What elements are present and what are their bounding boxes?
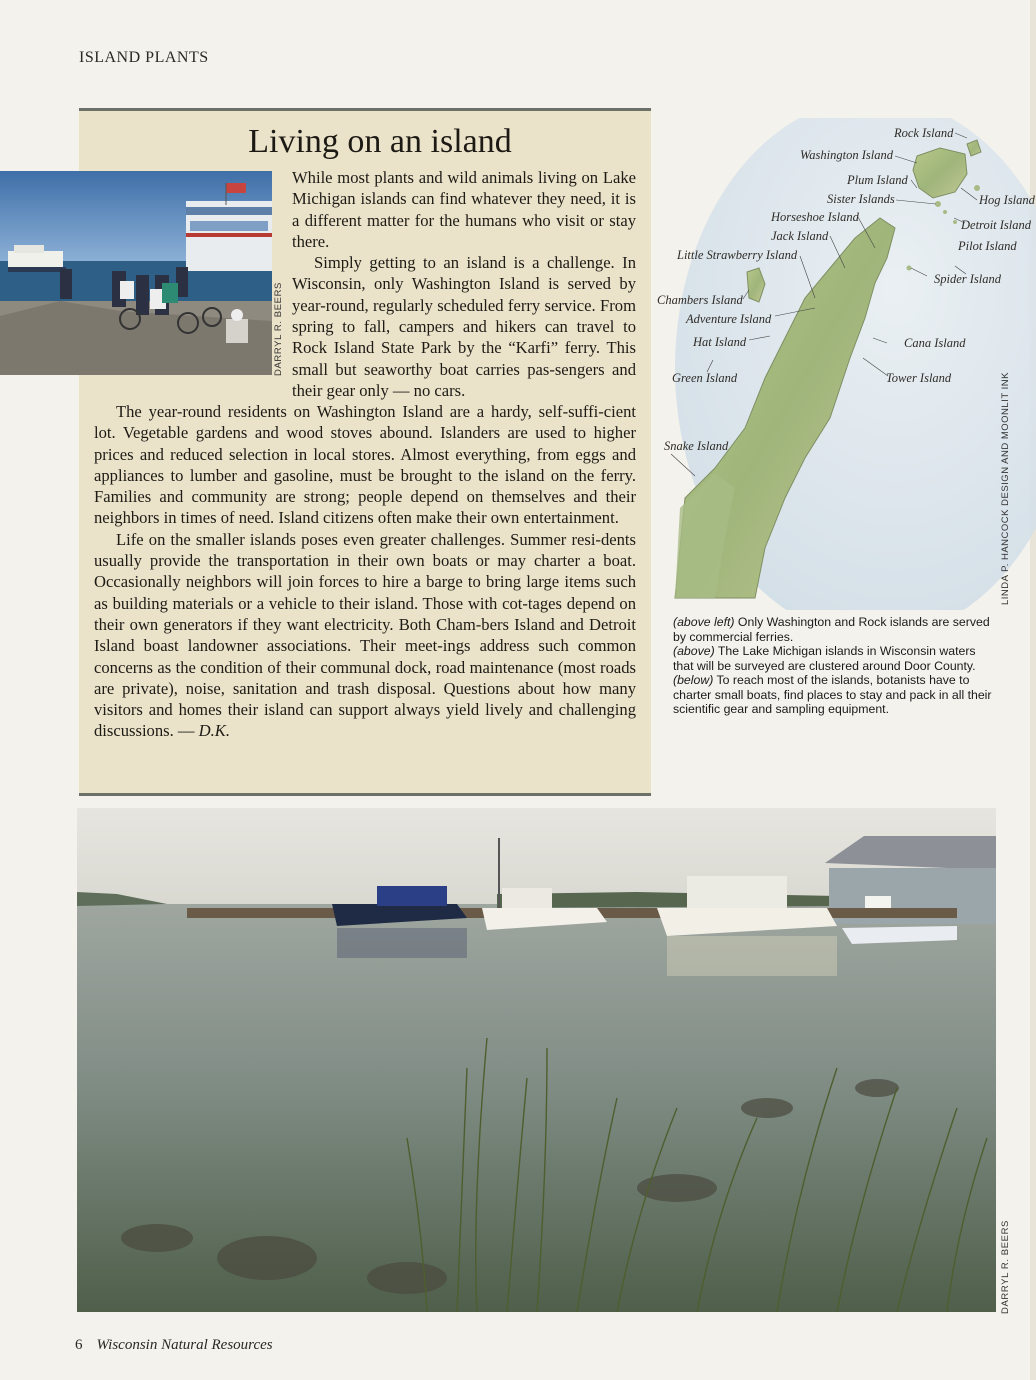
sidebar-title: Living on an island	[248, 123, 512, 160]
sidebar-paragraph-4-body: Life on the smaller islands poses even greater challenges. Summer resi-dents usually provide the transportation in their own boats or may charter a boat. Occasionally neighbors will join forces to hire a barge to bring large items such as building materials or a vehicle to their island. Those with cot-tages depend on their own generators if they want electricity. Both Cham-bers Island and Detroit Island boast landowner associations. Their meet-ings address such common concerns as the condition of their communal dock, road maintenance (most roads are private), noise, sanitation and trash disposal. Questions about how many visitors and homes their island can support always yield lively and challenging discussions. —	[94, 529, 636, 741]
ferry-photo	[0, 171, 272, 375]
marina-photo	[77, 808, 996, 1312]
caption-line-2	[673, 644, 995, 673]
map-credit	[998, 372, 1018, 605]
page-footer	[75, 1337, 273, 1354]
caption-lead-1: (above left)	[673, 615, 735, 629]
sidebar-paragraph-4	[94, 529, 636, 742]
map-label-sister-islands: Sister Islands	[827, 192, 895, 206]
map-label-washington-island: Washington Island	[800, 148, 893, 162]
map-label-chambers-island: Chambers Island	[657, 293, 743, 307]
caption-text-3: To reach most of the islands, botanists have to charter small boats, find places to stay and pack in all their scientific gear and sampling equipment.	[673, 673, 992, 716]
section-label: ISLAND PLANTS	[79, 49, 209, 66]
signature: D.K.	[198, 721, 231, 741]
page-number: 6	[75, 1337, 83, 1353]
map-label-adventure-island: Adventure Island	[686, 312, 772, 326]
marina-photo-credit-text: DARRYL R. BEERS	[1000, 1220, 1011, 1314]
caption-lead-3: (below)	[673, 673, 714, 687]
ferry-photo-credit-text: DARRYL R. BEERS	[273, 282, 284, 376]
caption-lead-2: (above)	[673, 644, 715, 658]
map-label-spider-island: Spider Island	[934, 272, 1002, 286]
map-label-plum-island: Plum Island	[847, 173, 908, 187]
photo-caption	[673, 615, 995, 717]
map-label-tower-island: Tower Island	[886, 371, 952, 385]
sidebar-paragraph-2: Simply getting to an island is a challenge. In Wisconsin, only Washington Island is served by year-round, regularly scheduled ferry service. From spring to fall, campers and hikers can travel to Rock Island State Park by the “Karfi” ferry. This small but seaworthy boat carries pas-sengers and their gear only — no cars.	[292, 253, 636, 400]
sidebar-paragraph-1: While most plants and wild animals living on Lake Michigan islands can find whatever they need, it is a different matter for the humans who visit or stay there.	[292, 168, 636, 251]
map-label-detroit-island: Detroit Island	[961, 218, 1032, 232]
map-label-cana-island: Cana Island	[904, 336, 966, 350]
sidebar-text-upper	[292, 167, 636, 401]
map-label-jack-island: Jack Island	[771, 229, 829, 243]
map-label-green-island: Green Island	[672, 371, 738, 385]
publication-name: Wisconsin Natural Resources	[96, 1337, 273, 1353]
marina-photo-credit	[998, 1220, 1018, 1314]
map-label-little-strawberry-island: Little Strawberry Island	[677, 248, 798, 262]
map-label-rock-island: Rock Island	[894, 126, 954, 140]
island-map	[655, 118, 1036, 610]
sidebar-paragraph-3: The year-round residents on Washington Island are a hardy, self-suffi-cient lot. Vegetable gardens and wood stoves abound. Islanders are used to higher prices and reduced selection in local stores. Almost everything, from eggs and appliances to lumber and gasoline, must be brought to the island on the ferry. Families and community are strong; people depend on themselves and their neighbors in times of need. Island citizens often make their own entertainment.	[94, 402, 636, 528]
caption-line-3	[673, 673, 995, 717]
sidebar-text-lower	[94, 401, 636, 742]
caption-text-1: Only Washington and Rock islands are served by commercial ferries.	[673, 615, 990, 644]
caption-text-2: The Lake Michigan islands in Wisconsin waters that will be surveyed are clustered around Door County.	[673, 644, 976, 673]
ferry-photo-credit	[271, 282, 291, 376]
map-label-pilot-island: Pilot Island	[958, 239, 1017, 253]
map-label-hog-island: Hog Island	[979, 193, 1035, 207]
map-label-horseshoe-island: Horseshoe Island	[771, 210, 859, 224]
map-label-snake-island: Snake Island	[664, 439, 729, 453]
map-credit-text: LINDA P. HANCOCK DESIGN AND MOONLIT INK	[1000, 372, 1011, 605]
caption-line-1	[673, 615, 995, 644]
map-label-hat-island: Hat Island	[693, 335, 747, 349]
